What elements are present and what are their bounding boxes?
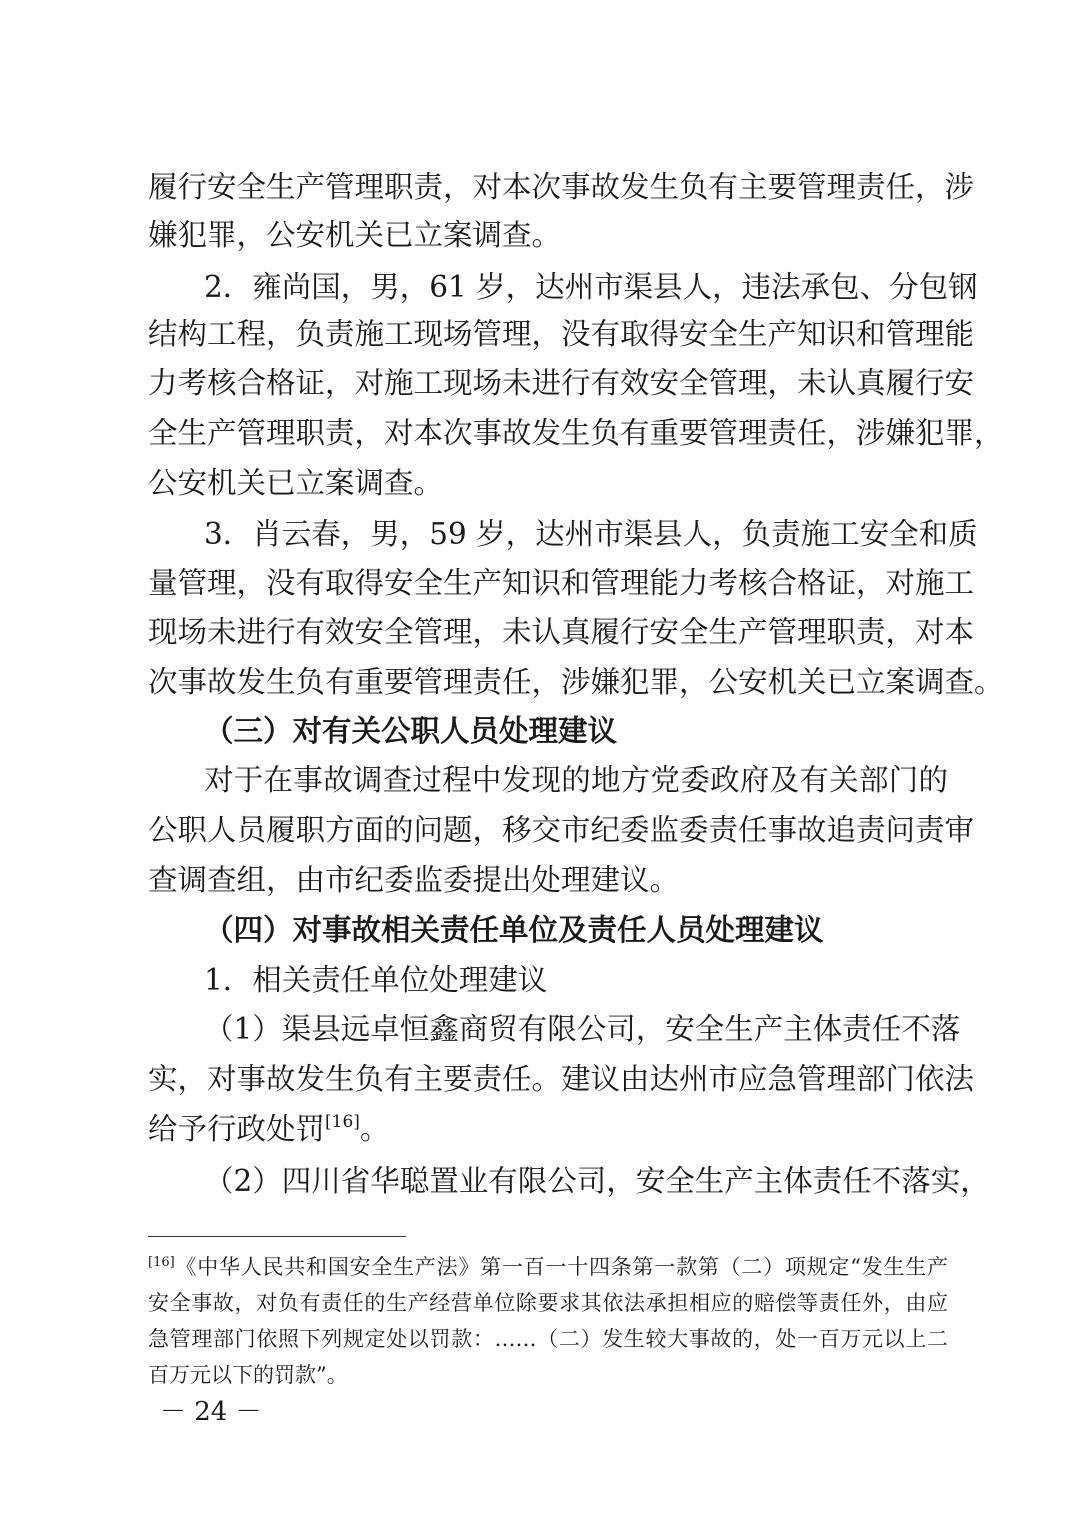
footnote-line: 百万元以下的罚款”。 — [148, 1363, 348, 1387]
body-line: 全生产管理职责，对本次事故发生负有重要管理责任，涉嫌犯罪， — [148, 416, 1004, 450]
body-line: 量管理，没有取得安全生产知识和管理能力考核合格证，对施工 — [148, 566, 975, 600]
footnote-text: 《中华人民共和国安全生产法》第一百一十四条第一款第（二）项规定“发生生产 — [174, 1255, 948, 1279]
footnote-reference[interactable]: [16] — [325, 1112, 360, 1132]
footnote-line — [148, 1250, 948, 1284]
footnote-line: 急管理部门依照下列规定处以罚款：……（二）发生较大事故的，处一百万元以上二 — [148, 1327, 948, 1351]
paragraph-item-2: 2．雍尚国，男，61 岁，达州市渠县人，违法承包、分包钢 — [204, 270, 978, 304]
body-line: 公安机关已立案调查。 — [148, 466, 444, 500]
body-text: 给予行政处罚 — [148, 1112, 326, 1146]
body-line: 查调查组，由市纪委监委提出处理建议。 — [148, 863, 680, 897]
body-line: 对于在事故调查过程中发现的地方党委政府及有关部门的 — [204, 763, 948, 797]
body-line: 力考核合格证，对施工现场未进行有效安全管理，未认真履行安 — [148, 366, 975, 400]
paragraph-item-1-1: （1）渠县远卓恒鑫商贸有限公司，安全生产主体责任不落 — [204, 1012, 961, 1046]
body-line: 实，对事故发生负有主要责任。建议由达州市应急管理部门依法 — [148, 1062, 975, 1096]
page-number: － 24 － — [160, 1397, 262, 1427]
body-line: 履行安全生产管理职责，对本次事故发生负有主要管理责任，涉 — [148, 170, 975, 204]
body-line: 次事故发生负有重要管理责任，涉嫌犯罪，公安机关已立案调查。 — [148, 665, 1004, 699]
body-line: 现场未进行有效安全管理，未认真履行安全生产管理职责，对本 — [148, 615, 975, 649]
footnote-divider — [148, 1236, 406, 1237]
paragraph-item-3: 3．肖云春，男，59 岁，达州市渠县人，负责施工安全和质 — [204, 517, 978, 551]
footnote-line: 安全事故，对负有责任的生产经营单位除要求其依法承担相应的赔偿等责任外，由应 — [148, 1291, 948, 1315]
subheading-1: 1．相关责任单位处理建议 — [204, 963, 548, 997]
section-heading-4: （四）对事故相关责任单位及责任人员处理建议 — [204, 912, 824, 947]
body-text: 。 — [359, 1112, 390, 1146]
body-line: 结构工程，负责施工现场管理，没有取得安全生产知识和管理能 — [148, 317, 975, 351]
footnote-marker: [16] — [148, 1255, 175, 1270]
section-heading-3: （三）对有关公职人员处理建议 — [204, 713, 618, 748]
paragraph-item-1-2: （2）四川省华聪置业有限公司，安全生产主体责任不落实， — [204, 1164, 990, 1198]
body-line: 嫌犯罪，公安机关已立案调查。 — [148, 218, 562, 252]
body-line-with-footnote — [148, 1105, 948, 1153]
body-line: 公职人员履职方面的问题，移交市纪委监委责任事故追责问责审 — [148, 813, 975, 847]
